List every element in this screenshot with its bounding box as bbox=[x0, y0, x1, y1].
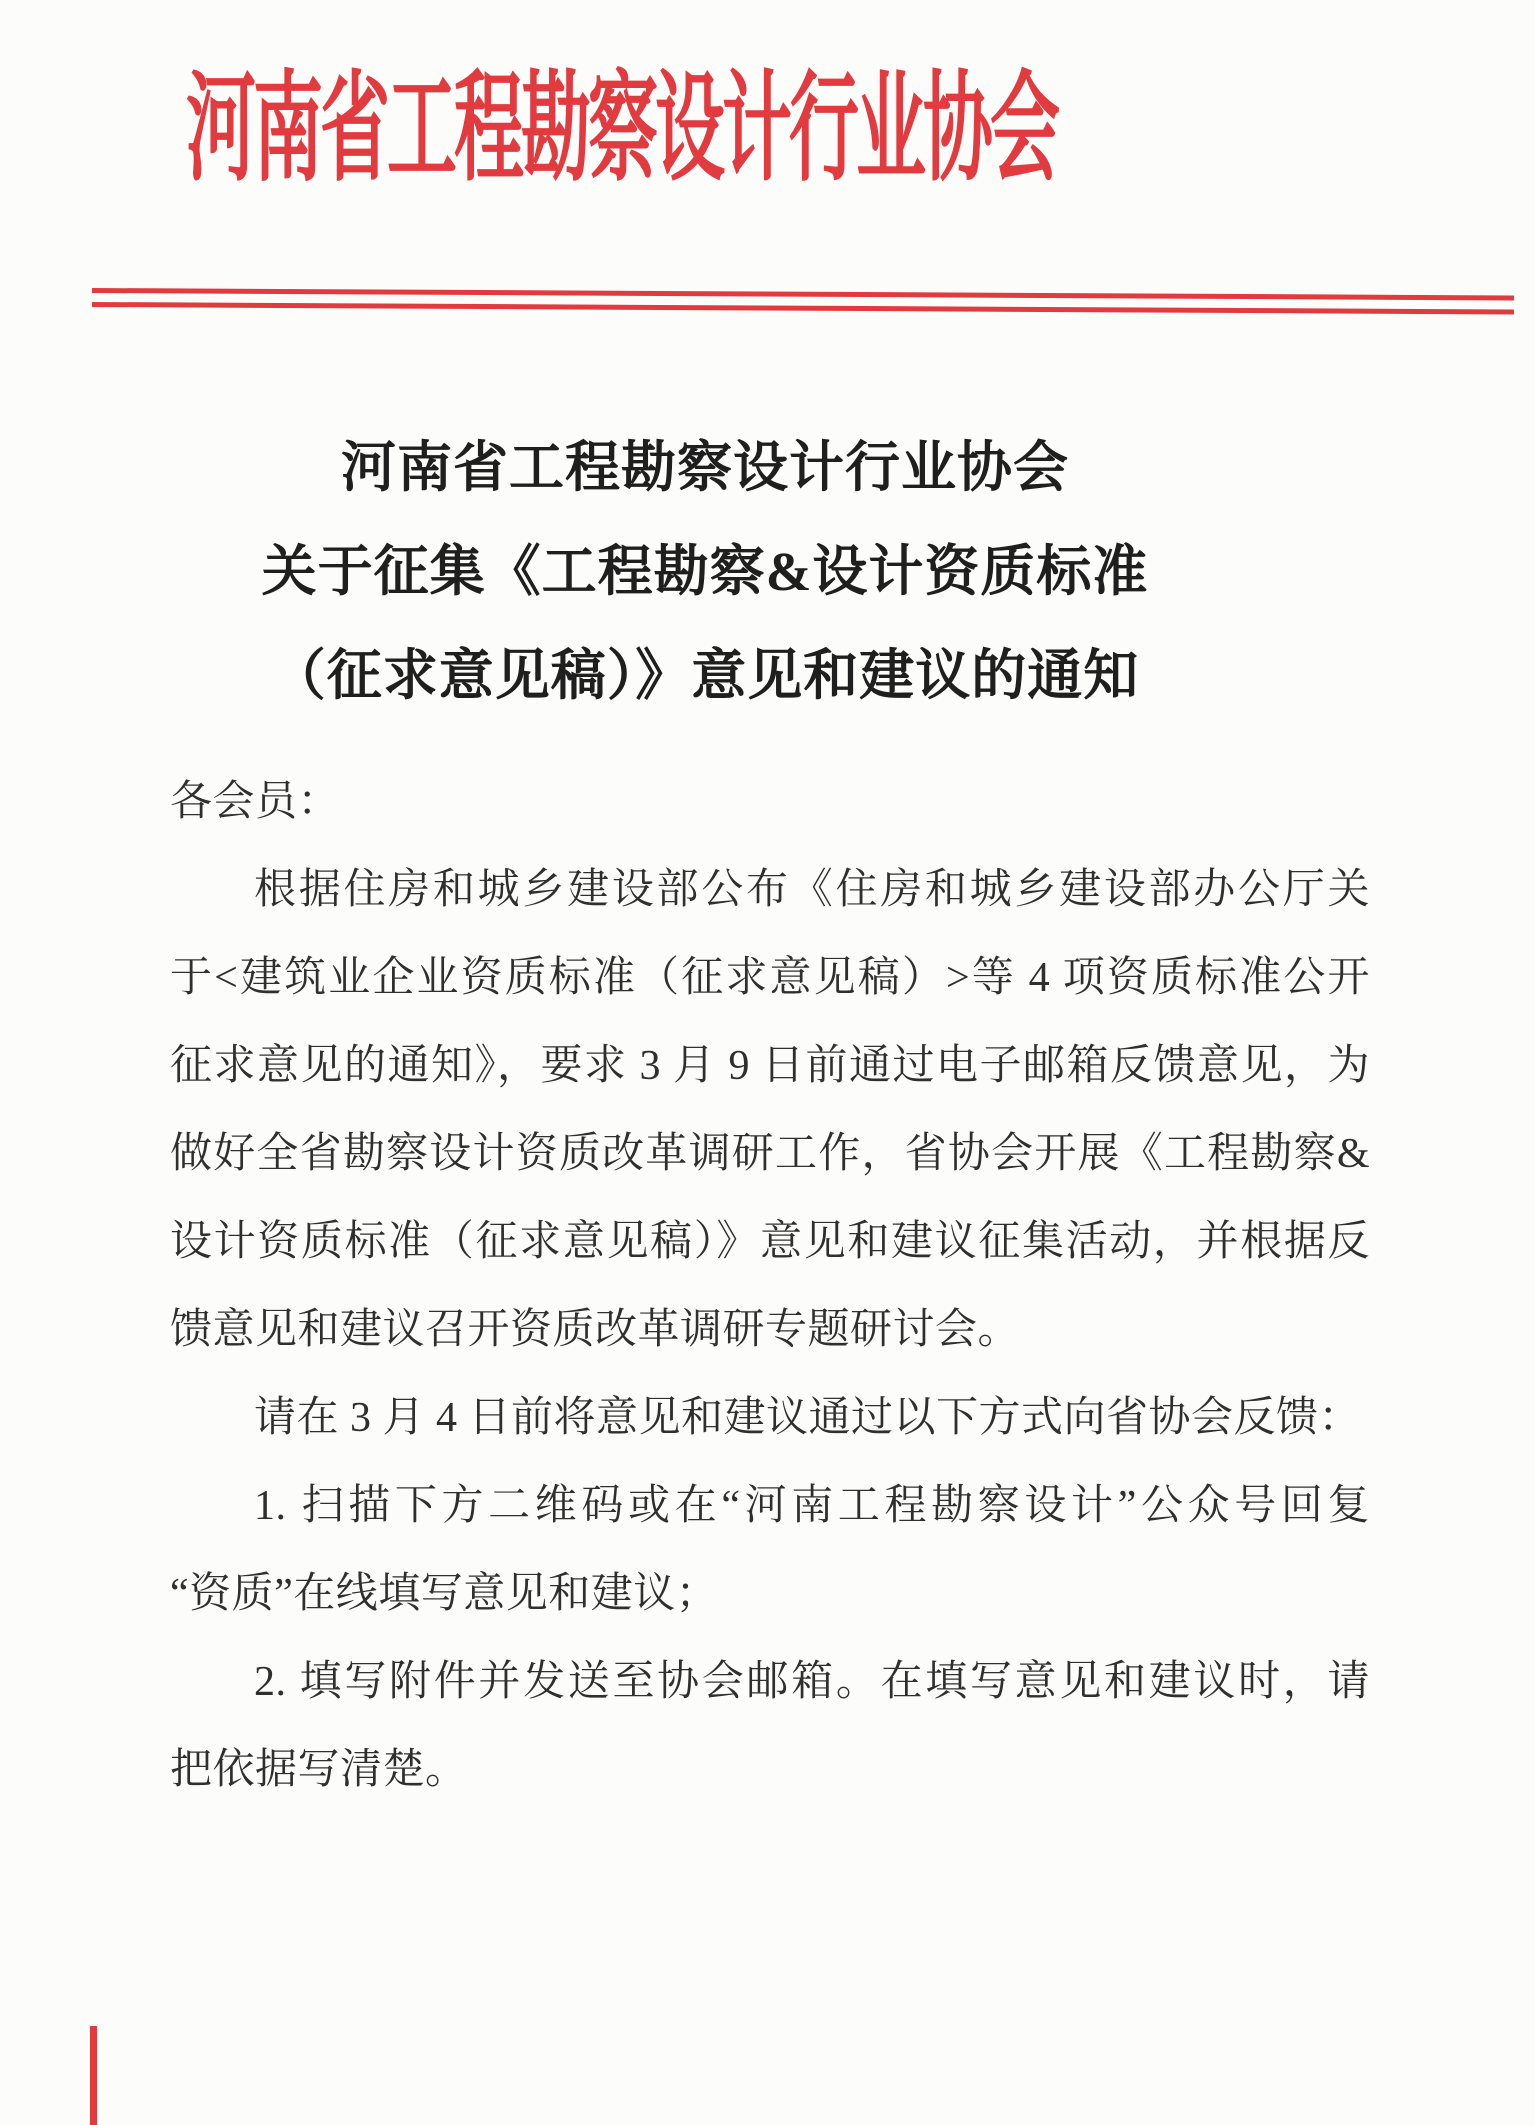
footer-red-mark bbox=[90, 2026, 97, 2125]
salutation: 各会员： bbox=[170, 779, 341, 825]
body-text-line: 设计资质标准（征求意见稿）》意见和建议征集活动，并根据反 bbox=[170, 1219, 1370, 1265]
document-title-line-1: 河南省工程勘察设计行业协会 bbox=[340, 437, 1069, 498]
body-text-line: 1. 扫描下方二维码或在“河南工程勘察设计”公众号回复 bbox=[254, 1483, 1370, 1529]
body-text-line: 馈意见和建议召开资质改革调研专题研讨会。 bbox=[170, 1307, 1021, 1353]
document-title bbox=[95, 416, 1315, 728]
body-text-line: 把依据写清楚。 bbox=[170, 1747, 468, 1793]
document-title-line-2: 关于征集《工程勘察&设计资质标准 bbox=[261, 541, 1149, 602]
body-text-line: “资质”在线填写意见和建议； bbox=[170, 1571, 719, 1617]
divider-line-top bbox=[92, 288, 1514, 300]
body-text-line: 2. 填写附件并发送至协会邮箱。在填写意见和建议时，请 bbox=[254, 1659, 1370, 1705]
body-text-line: 于<建筑业企业资质标准（征求意见稿）>等 4 项资质标准公开 bbox=[170, 955, 1370, 1001]
body-lines bbox=[170, 846, 1370, 1814]
divider-line-bottom bbox=[92, 302, 1514, 314]
body-text-line: 请在 3 月 4 日前将意见和建议通过以下方式向省协会反馈： bbox=[254, 1395, 1362, 1441]
document-body bbox=[170, 758, 1370, 1814]
body-text-line: 做好全省勘察设计资质改革调研工作，省协会开展《工程勘察& bbox=[170, 1131, 1370, 1177]
body-text-line: 根据住房和城乡建设部公布《住房和城乡建设部办公厅关 bbox=[254, 867, 1370, 913]
body-text-line: 征求意见的通知》，要求 3 月 9 日前通过电子邮箱反馈意见，为 bbox=[170, 1043, 1370, 1089]
letterhead-org-name: 河南省工程勘察设计行业协会 bbox=[186, 65, 1057, 197]
letterhead-divider bbox=[92, 288, 1514, 314]
document-title-line-3: （征求意见稿）》意见和建议的通知 bbox=[270, 645, 1140, 706]
